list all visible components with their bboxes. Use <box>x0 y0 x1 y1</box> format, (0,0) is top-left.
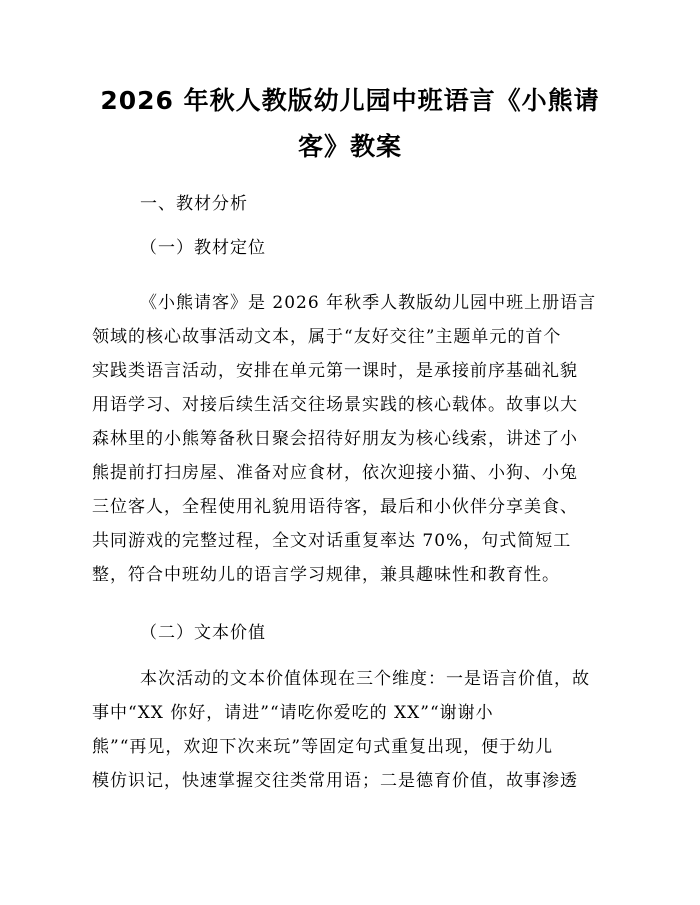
paragraph-line: 熊提前打扫房屋、准备对应食材，依次迎接小猫、小狗、小兔 <box>92 463 578 483</box>
paragraph-text-value <box>92 662 604 798</box>
subsection-heading-text-value: （二）文本价值 <box>140 623 266 643</box>
paragraph-line: 用语学习、对接后续生活交往场景实践的核心载体。故事以大 <box>92 395 578 415</box>
document-title-line-2: 客》教案 <box>297 132 402 161</box>
document-title-line-1: 2026 年秋人教版幼儿园中班语言《小熊请 <box>100 86 600 115</box>
paragraph-line: 领域的核心故事活动文本，属于“友好交往”主题单元的首个 <box>92 327 562 347</box>
subsection-heading-textbook-positioning: （一）教材定位 <box>140 238 266 258</box>
section-heading-textbook-analysis: 一、教材分析 <box>140 194 248 214</box>
paragraph-line: 模仿识记，快速掌握交往类常用语；二是德育价值，故事渗透 <box>92 771 578 791</box>
paragraph-line: 事中“XX 你好，请进”“请吃你爱吃的 XX”“谢谢小 <box>92 703 494 723</box>
paragraph-line: 本次活动的文本价值体现在三个维度：一是语言价值，故 <box>140 669 590 689</box>
paragraph-line: 熊”“再见，欢迎下次来玩”等固定句式重复出现，便于幼儿 <box>92 737 554 757</box>
paragraph-line: 整，符合中班幼儿的语言学习规律，兼具趣味性和教育性。 <box>92 565 560 585</box>
paragraph-line: 森林里的小熊筹备秋日聚会招待好朋友为核心线索，讲述了小 <box>92 429 578 449</box>
paragraph-line: 共同游戏的完整过程，全文对话重复率达 70%，句式简短工 <box>92 531 572 551</box>
paragraph-line: 实践类语言活动，安排在单元第一课时，是承接前序基础礼貌 <box>92 361 578 381</box>
paragraph-line: 《小熊请客》是 2026 年秋季人教版幼儿园中班上册语言 <box>140 293 597 313</box>
paragraph-line: 三位客人，全程使用礼貌用语待客，最后和小伙伴分享美食、 <box>92 497 578 517</box>
paragraph-textbook-positioning <box>92 286 604 592</box>
